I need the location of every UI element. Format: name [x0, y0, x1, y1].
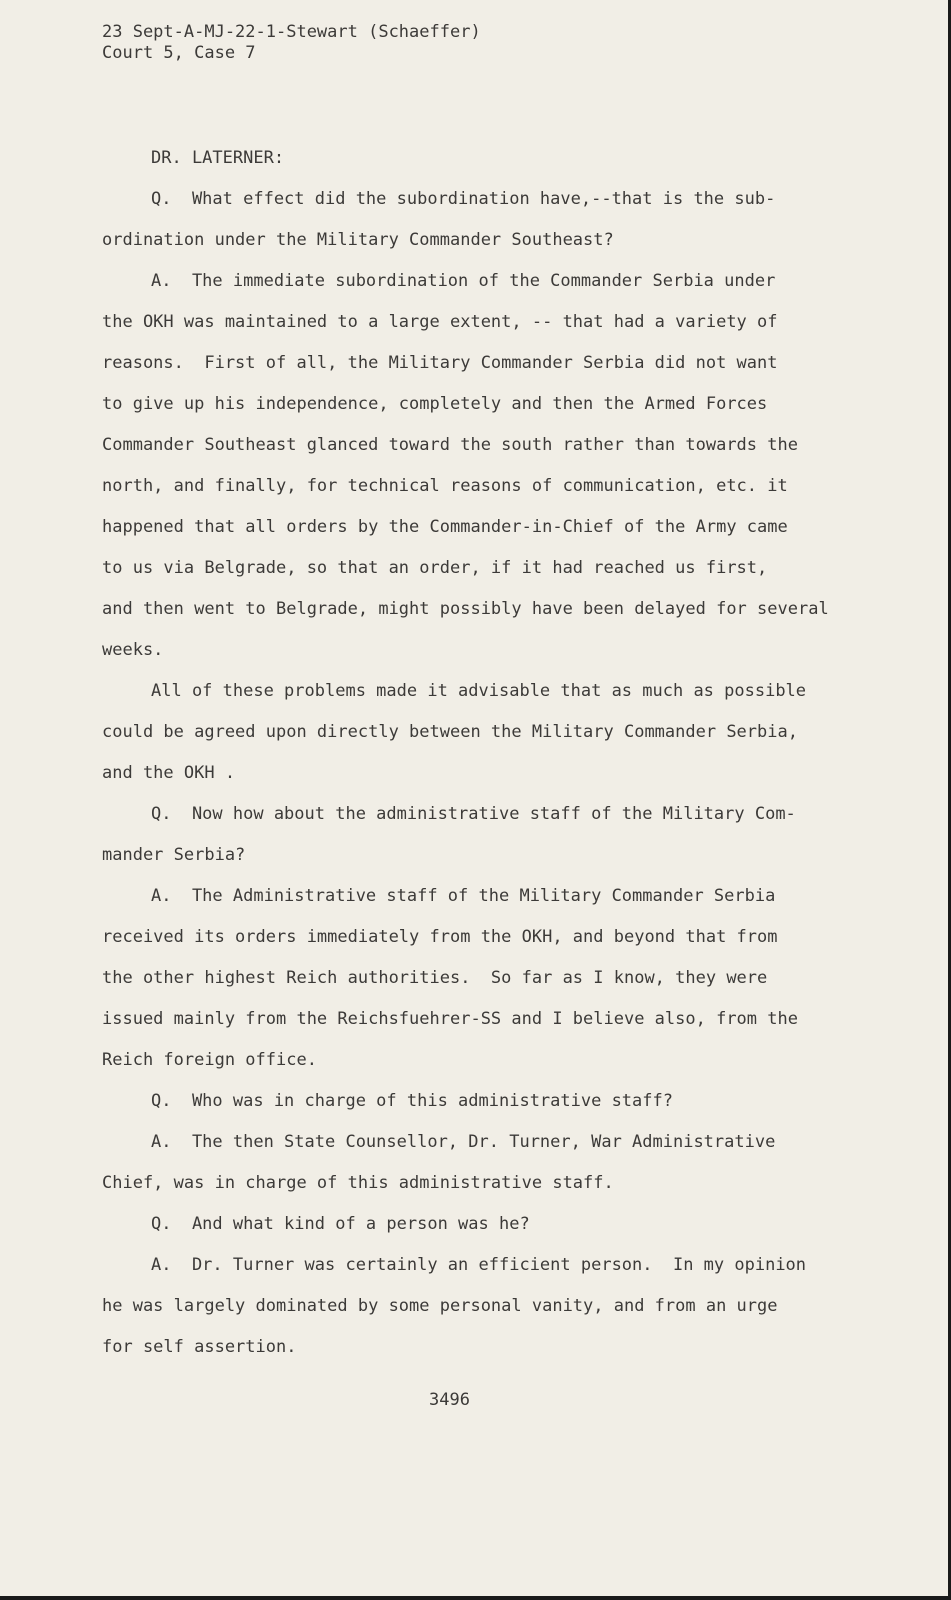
page-number: 3496 — [429, 1390, 470, 1410]
text-line: happened that all orders by the Commander-in-Chief of the Army came — [102, 517, 788, 537]
text-line: and then went to Belgrade, might possibly have been delayed for several — [102, 599, 829, 619]
text-line: A. The Administrative staff of the Military Commander Serbia — [151, 886, 776, 906]
text-line: received its orders immediately from the OKH, and beyond that from — [102, 927, 778, 947]
text-line: north, and finally, for technical reasons of communication, etc. it — [102, 476, 788, 496]
scan-edge-bottom — [0, 1596, 951, 1600]
header-court-case-line: Court 5, Case 7 — [102, 43, 256, 63]
text-line: Q. What effect did the subordination have,--that is the sub- — [151, 189, 776, 209]
text-line: Q. Who was in charge of this administrative staff? — [151, 1091, 673, 1111]
text-line: Commander Southeast glanced toward the south rather than towards the — [102, 435, 798, 455]
text-line: reasons. First of all, the Military Commander Serbia did not want — [102, 353, 778, 373]
text-line: he was largely dominated by some personal vanity, and from an urge — [102, 1296, 778, 1316]
text-line: and the OKH . — [102, 763, 236, 783]
text-line: could be agreed upon directly between the Military Commander Serbia, — [102, 722, 798, 742]
text-line: Q. Now how about the administrative staff of the Military Com- — [151, 804, 796, 824]
text-line: All of these problems made it advisable that as much as possible — [151, 681, 807, 701]
text-line: to give up his independence, completely and then the Armed Forces — [102, 394, 768, 414]
text-line: A. The then State Counsellor, Dr. Turner, War Administrative — [151, 1132, 776, 1152]
text-line: ordination under the Military Commander Southeast? — [102, 230, 614, 250]
document-header — [102, 22, 481, 64]
text-line: Q. And what kind of a person was he? — [151, 1214, 530, 1234]
text-line: the other highest Reich authorities. So far as I know, they were — [102, 968, 768, 988]
text-line: A. The immediate subordination of the Commander Serbia under — [151, 271, 776, 291]
text-line: to us via Belgrade, so that an order, if it had reached us first, — [102, 558, 768, 578]
text-line: mander Serbia? — [102, 845, 246, 865]
text-line: weeks. — [102, 640, 164, 660]
text-line: for self assertion. — [102, 1337, 297, 1357]
text-line: issued mainly from the Reichsfuehrer-SS and I believe also, from the — [102, 1009, 798, 1029]
text-line: the OKH was maintained to a large extent, -- that had a variety of — [102, 312, 778, 332]
text-line: Reich foreign office. — [102, 1050, 317, 1070]
text-line: A. Dr. Turner was certainly an efficient person. In my opinion — [151, 1255, 807, 1275]
header-reference-line: 23 Sept-A-MJ-22-1-Stewart (Schaeffer) — [102, 22, 481, 42]
speaker-label: DR. LATERNER: — [151, 148, 285, 168]
text-line: Chief, was in charge of this administrative staff. — [102, 1173, 614, 1193]
